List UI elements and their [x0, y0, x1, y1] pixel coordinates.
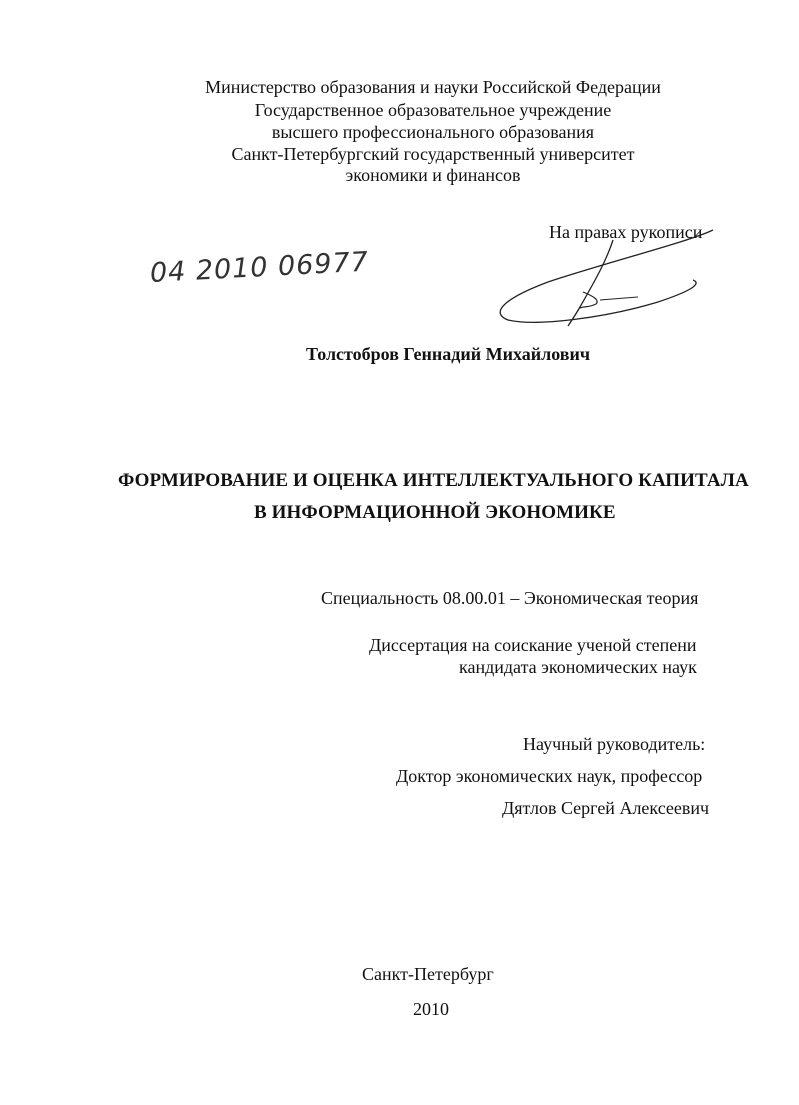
- supervisor-name: Дятлов Сергей Алексеевич: [502, 798, 710, 818]
- signature-icon: [488, 222, 728, 332]
- supervisor-label: Научный руководитель:: [523, 734, 706, 754]
- header-line-education-level: высшего профессионального образования: [271, 122, 595, 142]
- manuscript-note: На правах рукописи: [549, 222, 703, 242]
- dissertation-title-line2: В ИНФОРМАЦИОННОЙ ЭКОНОМИКЕ: [254, 502, 616, 523]
- specialty: Специальность 08.00.01 – Экономическая теория: [321, 588, 699, 608]
- header-line-institution-type: Государственное образовательное учреждение: [254, 100, 612, 120]
- header-line-ministry: Министерство образования и науки Российской Федерации: [205, 77, 661, 97]
- author-name: Толстобров Геннадий Михайлович: [306, 344, 590, 364]
- registry-number: 04 2010 06977: [149, 246, 370, 289]
- header-line-university: Санкт-Петербургский государственный университет: [231, 144, 635, 164]
- degree-line1: Диссертация на соискание ученой степени: [369, 635, 697, 655]
- supervisor-title: Доктор экономических наук, профессор: [396, 766, 703, 786]
- degree-line2: кандидата экономических наук: [459, 657, 697, 677]
- header-line-university-cont: экономики и финансов: [345, 165, 521, 185]
- city: Санкт-Петербург: [362, 964, 494, 984]
- dissertation-title-line1: ФОРМИРОВАНИЕ И ОЦЕНКА ИНТЕЛЛЕКТУАЛЬНОГО КАПИТАЛА: [118, 470, 749, 491]
- year: 2010: [413, 999, 449, 1019]
